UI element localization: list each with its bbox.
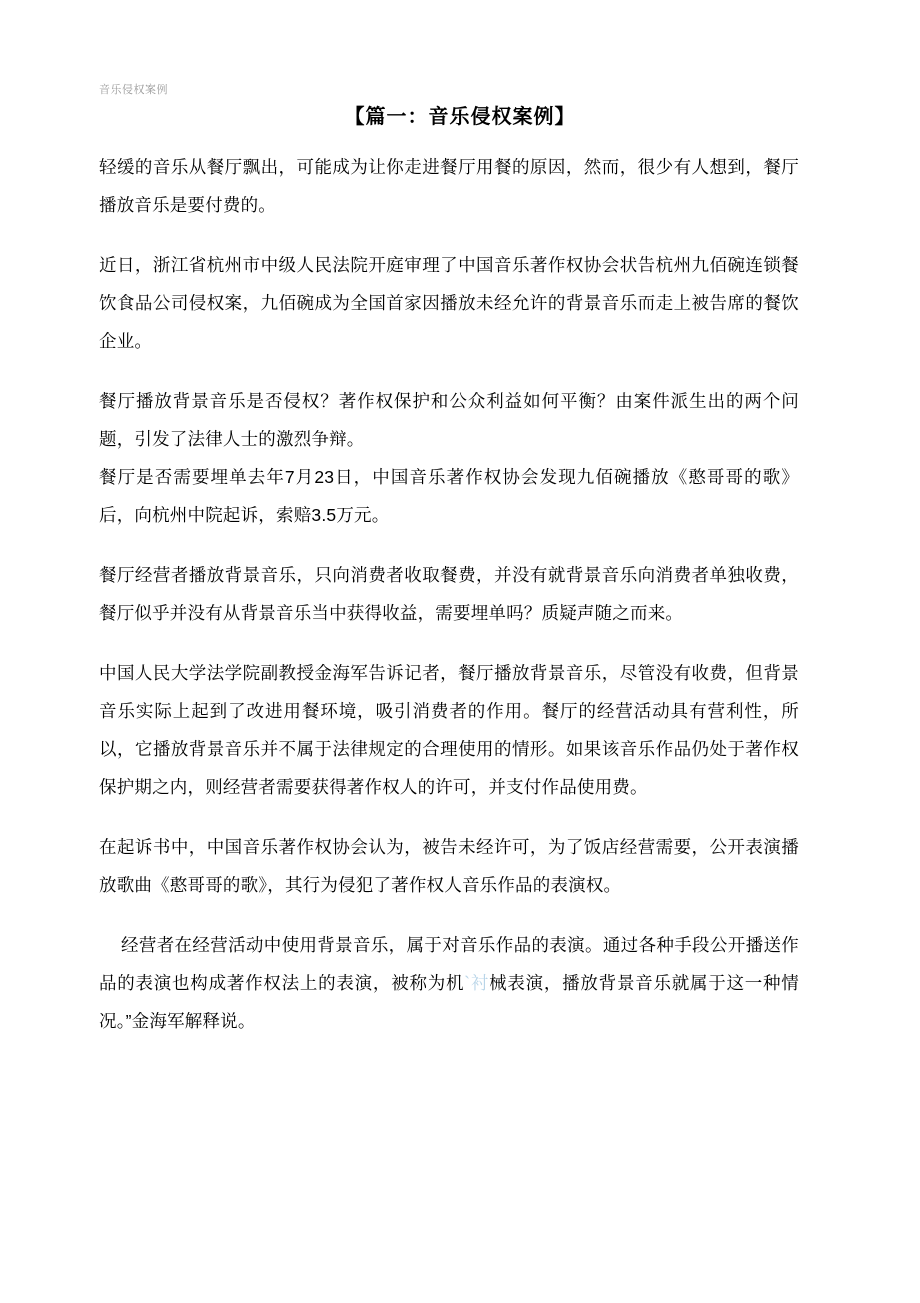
stray-mark-glyph: `衬 [464,973,490,993]
paragraph: 轻缓的音乐从餐厅飘出，可能成为让你走进餐厅用餐的原因，然而，很少有人想到，餐厅播放音乐是要付费的。 [99,157,799,215]
document-body [99,148,799,1062]
page-title: 【篇一：音乐侵权案例】 [344,106,576,128]
page-header-note: 音乐侵权案例 [99,84,168,96]
paragraph: 餐厅播放背景音乐是否侵权？著作权保护和公众利益如何平衡？由案件派生出的两个问题，引发了法律人士的激烈争辩。 [99,391,799,449]
paragraph-final-text-before: 经营者在经营活动中使用背景音乐，属于对音乐作品的表演。通过各种手段公开播送作品的表演也构成著作权法上的表演，被称为机 [99,935,799,993]
paragraph-final [99,926,799,1040]
paragraph: 在起诉书中，中国音乐著作权协会认为，被告未经许可，为了饭店经营需要，公开表演播放歌曲《憨哥哥的歌》，其行为侵犯了著作权人音乐作品的表演权。 [99,837,799,895]
paragraph: 近日，浙江省杭州市中级人民法院开庭审理了中国音乐著作权协会状告杭州九佰碗连锁餐饮食品公司侵权案，九佰碗成为全国首家因播放未经允许的背景音乐而走上被告席的餐饮企业。 [99,255,799,351]
paragraph-final-text-after: 械表演，播放背景音乐就属于这一种情况。”金海军解释说。 [99,973,800,1031]
paragraph: 餐厅经营者播放背景音乐，只向消费者收取餐费，并没有就背景音乐向消费者单独收费，餐厅似乎并没有从背景音乐当中获得收益，需要埋单吗？质疑声随之而来。 [99,565,799,623]
paragraph: 中国人民大学法学院副教授金海军告诉记者，餐厅播放背景音乐，尽管没有收费，但背景音乐实际上起到了改进用餐环境，吸引消费者的作用。餐厅的经营活动具有营利性，所以，它播放背景音乐并不属于法律规定的合理使用的情形。如果该音乐作品仍处于著作权保护期之内，则经营者需要获得著作权人的许可，并支付作品使用费。 [99,663,799,797]
paragraph: 餐厅是否需要埋单去年7月23日，中国音乐著作权协会发现九佰碗播放《憨哥哥的歌》后，向杭州中院起诉，索赔3.5万元。 [99,467,799,525]
